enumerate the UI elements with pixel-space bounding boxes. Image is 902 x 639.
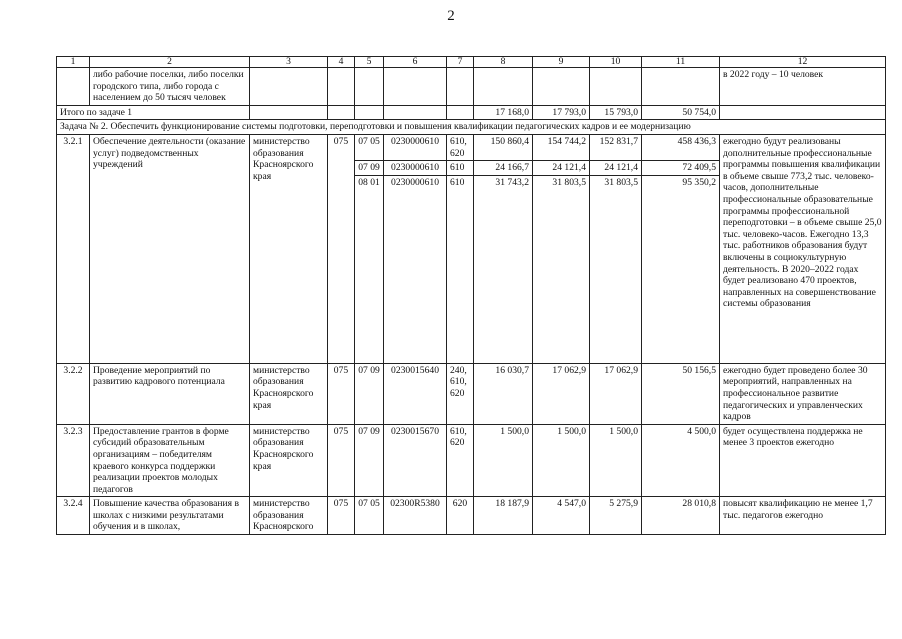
- value-2022: 17 062,9: [590, 363, 642, 424]
- value-2020: 31 743,2: [474, 175, 533, 363]
- measure-name: Обеспечение деятельности (оказание услуг) подведомственных учреждений: [90, 134, 250, 363]
- value-2021: 17 062,9: [533, 363, 590, 424]
- task-row: [57, 120, 886, 135]
- rzpr-code: 07 05: [355, 497, 384, 535]
- value-sum: 458 436,3: [642, 134, 720, 160]
- header-cell: 2: [90, 57, 250, 68]
- total-label: Итого по задаче 1: [57, 105, 250, 120]
- header-cell: 12: [720, 57, 886, 68]
- table-row: [57, 424, 886, 497]
- expected-result: в 2022 году – 10 человек: [720, 68, 886, 106]
- grbs-code: 075: [328, 497, 355, 535]
- vr-code: 620: [447, 497, 474, 535]
- rzpr-code: 07 09: [355, 424, 384, 497]
- total-2021: 17 793,0: [533, 105, 590, 120]
- vr-code: 610, 620: [447, 134, 474, 160]
- executor: министерство образования Красноярского: [250, 497, 328, 535]
- header-row: [57, 57, 886, 68]
- csr-code: 0230000610: [384, 134, 447, 160]
- executor: министерство образования Красноярского края: [250, 424, 328, 497]
- value-2020: 16 030,7: [474, 363, 533, 424]
- rzpr-code: 08 01: [355, 175, 384, 363]
- header-cell: 8: [474, 57, 533, 68]
- csr-code: 02300R5380: [384, 497, 447, 535]
- grbs-code: 075: [328, 134, 355, 363]
- vr-code: 610, 620: [447, 424, 474, 497]
- table-row: [57, 497, 886, 535]
- expected-result: ежегодно будут реализованы дополнительные профессиональные программы повышения квалификации в объеме свыше 773,2 тыс. человеко-часов, дополнительные профессиональные образовательные программы профессиональной переподготовки – в объеме свыше 25,0 тыс. человеко-часов. Ежегодно 13,3 тыс. работников образования будут включены в социокультурную деятельность. В 2020–2022 годах будет реализовано 470 проектов, направленных на совершенствование системы образования: [720, 134, 886, 363]
- csr-code: 0230000610: [384, 175, 447, 363]
- total-sum: 50 754,0: [642, 105, 720, 120]
- value-sum: 95 350,2: [642, 175, 720, 363]
- value-2022: 31 803,5: [590, 175, 642, 363]
- header-cell: 3: [250, 57, 328, 68]
- value-sum: 4 500,0: [642, 424, 720, 497]
- rzpr-code: 07 09: [355, 363, 384, 424]
- header-cell: 7: [447, 57, 474, 68]
- grbs-code: 075: [328, 424, 355, 497]
- vr-code: 610: [447, 175, 474, 363]
- measure-name: Повышение качества образования в школах с низкими результатами обучения и в школах,: [90, 497, 250, 535]
- table-row: [57, 363, 886, 424]
- total-2022: 15 793,0: [590, 105, 642, 120]
- executor: министерство образования Красноярского края: [250, 363, 328, 424]
- value-sum: 72 409,5: [642, 161, 720, 176]
- header-cell: 6: [384, 57, 447, 68]
- total-row: [57, 105, 886, 120]
- value-2021: 1 500,0: [533, 424, 590, 497]
- task-title: Задача № 2. Обеспечить функционирование системы подготовки, переподготовки и повышения квалификации педагогических кадров и ее модернизацию: [57, 120, 886, 135]
- program-table: [56, 56, 886, 535]
- header-cell: 11: [642, 57, 720, 68]
- value-2022: 24 121,4: [590, 161, 642, 176]
- total-2020: 17 168,0: [474, 105, 533, 120]
- table-row: [57, 68, 886, 106]
- vr-code: 610: [447, 161, 474, 176]
- measure-name: либо рабочие поселки, либо поселки городского типа, либо города с населением до 50 тысяч человек: [90, 68, 250, 106]
- measure-name: Предоставление грантов в форме субсидий образовательным организациям – победителям краевого конкурса поддержки реализации проектов молодых педагогов: [90, 424, 250, 497]
- value-2021: 4 547,0: [533, 497, 590, 535]
- row-number: 3.2.1: [57, 134, 90, 363]
- value-sum: 50 156,5: [642, 363, 720, 424]
- csr-code: 0230015670: [384, 424, 447, 497]
- csr-code: 0230015640: [384, 363, 447, 424]
- value-2020: 24 166,7: [474, 161, 533, 176]
- vr-code: 240, 610, 620: [447, 363, 474, 424]
- row-number: 3.2.2: [57, 363, 90, 424]
- value-2020: 150 860,4: [474, 134, 533, 160]
- header-cell: 9: [533, 57, 590, 68]
- header-cell: 10: [590, 57, 642, 68]
- value-2020: 1 500,0: [474, 424, 533, 497]
- page-number: 2: [447, 8, 455, 24]
- value-2022: 152 831,7: [590, 134, 642, 160]
- value-2021: 24 121,4: [533, 161, 590, 176]
- row-number: 3.2.4: [57, 497, 90, 535]
- header-cell: 1: [57, 57, 90, 68]
- value-2022: 1 500,0: [590, 424, 642, 497]
- expected-result: повысят квалификацию не менее 1,7 тыс. педагогов ежегодно: [720, 497, 886, 535]
- executor: министерство образования Красноярского края: [250, 134, 328, 363]
- rzpr-code: 07 05: [355, 134, 384, 160]
- value-sum: 28 010,8: [642, 497, 720, 535]
- expected-result: будет осуществлена поддержка не менее 3 проектов ежегодно: [720, 424, 886, 497]
- header-cell: 4: [328, 57, 355, 68]
- csr-code: 0230000610: [384, 161, 447, 176]
- expected-result: ежегодно будет проведено более 30 мероприятий, направленных на профессиональное развитие педагогических и управленческих кадров: [720, 363, 886, 424]
- grbs-code: 075: [328, 363, 355, 424]
- value-2020: 18 187,9: [474, 497, 533, 535]
- measure-name: Проведение мероприятий по развитию кадрового потенциала: [90, 363, 250, 424]
- rzpr-code: 07 09: [355, 161, 384, 176]
- value-2022: 5 275,9: [590, 497, 642, 535]
- table-row: [57, 134, 886, 160]
- row-number: 3.2.3: [57, 424, 90, 497]
- header-cell: 5: [355, 57, 384, 68]
- value-2021: 31 803,5: [533, 175, 590, 363]
- value-2021: 154 744,2: [533, 134, 590, 160]
